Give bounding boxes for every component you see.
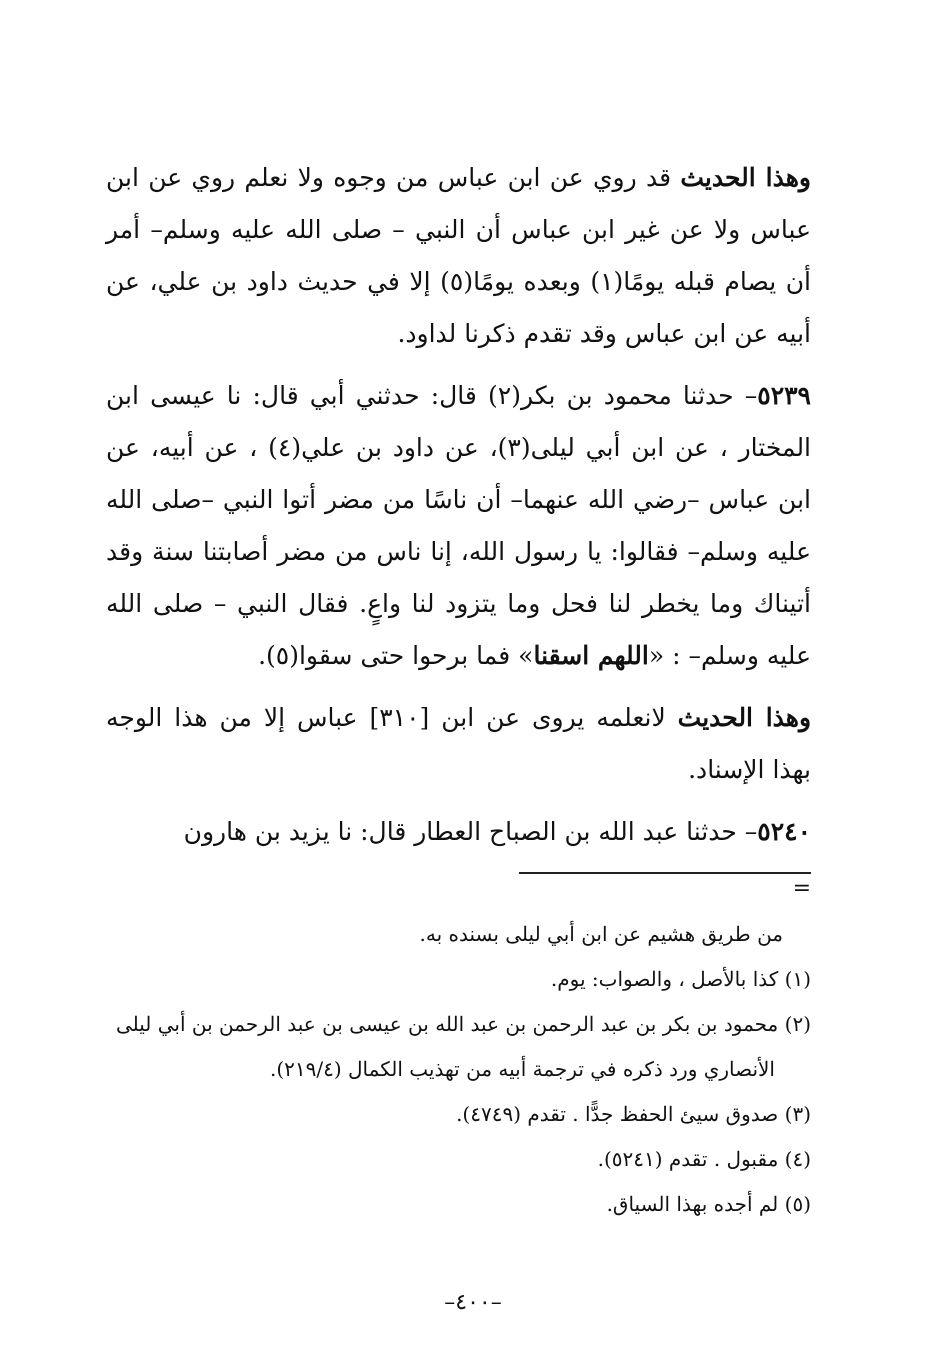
- footnote-separator: [511, 872, 811, 902]
- hadith-5239: [106, 370, 811, 682]
- footnote-4: (٤) مقبول . تقدم (٥٢٤١).: [597, 1147, 811, 1171]
- footnote-5: (٥) لم أجده بهذا السياق.: [606, 1192, 811, 1216]
- main-text: [106, 152, 811, 868]
- hadith-5240: [106, 806, 811, 858]
- paragraph-commentary-2: [106, 692, 811, 796]
- hadith-quote: اللهم اسقنا: [533, 641, 649, 670]
- separator-rule: [519, 872, 811, 874]
- hadith-number: ٥٢٤٠: [757, 817, 811, 846]
- footnote-1: (١) كذا بالأصل ، والصواب: يوم.: [550, 967, 811, 991]
- paragraph-text: قد روي عن ابن عباس من وجوه ولا نعلم روي عن ابن عباس ولا عن غير ابن عباس أن النبي – صلى الله عليه وسلم– أمر أن يصام قبله يومًا(١) وبعده يومًا(٥) إلا في حديث داود بن علي، عن أبيه عن ابن عباس وقد تقدم ذكرنا لداود.: [106, 163, 811, 348]
- footnote-2: (٢) محمود بن بكر بن عبد الرحمن بن عبد الله بن عيسى بن عبد الرحمن بن أبي ليلى الأنصاري ورد ذكره في ترجمة أبيه من تهذيب الكمال (٢١٩/٤).: [115, 1012, 811, 1081]
- lead-phrase: وهذا الحديث: [677, 703, 812, 732]
- hadith-text: – حدثنا عبد الله بن الصباح العطار قال: نا يزيد بن هارون: [183, 817, 758, 846]
- lead-phrase: وهذا الحديث: [680, 163, 812, 192]
- footnotes: [106, 912, 811, 1227]
- footnote-continuation: من طريق هشيم عن ابن أبي ليلى بسنده به.: [419, 922, 783, 946]
- separator-mark: =: [792, 876, 811, 901]
- hadith-number: ٥٢٣٩: [757, 381, 811, 410]
- footnote-3: (٣) صدوق سيئ الحفظ جدًّا . تقدم (٤٧٤٩).: [456, 1102, 811, 1126]
- paragraph-text: لانعلمه يروى عن ابن [٣١٠] عباس إلا من هذا الوجه بهذا الإسناد.: [106, 703, 811, 784]
- hadith-text-tail: » فما برحوا حتى سقوا(٥).: [258, 641, 534, 670]
- hadith-text: – حدثنا محمود بن بكر(٢) قال: حدثني أبي قال: نا عيسى ابن المختار ، عن ابن أبي ليلى(٣)، عن داود بن علي(٤) ، عن أبيه، عن ابن عباس –رضي الله عنهما– أن ناسًا من مضر أتوا النبي –صلى الله عليه وسلم– فقالوا: يا رسول الله، إنا ناس من مضر أصابتنا سنة وقد أتيناك وما يخطر لنا فحل وما يتزود لنا واعٍ. فقال النبي – صلى الله عليه وسلم– : «: [106, 381, 812, 670]
- page-number: –٤٠٠–: [444, 1290, 502, 1315]
- paragraph-commentary-1: [106, 152, 811, 360]
